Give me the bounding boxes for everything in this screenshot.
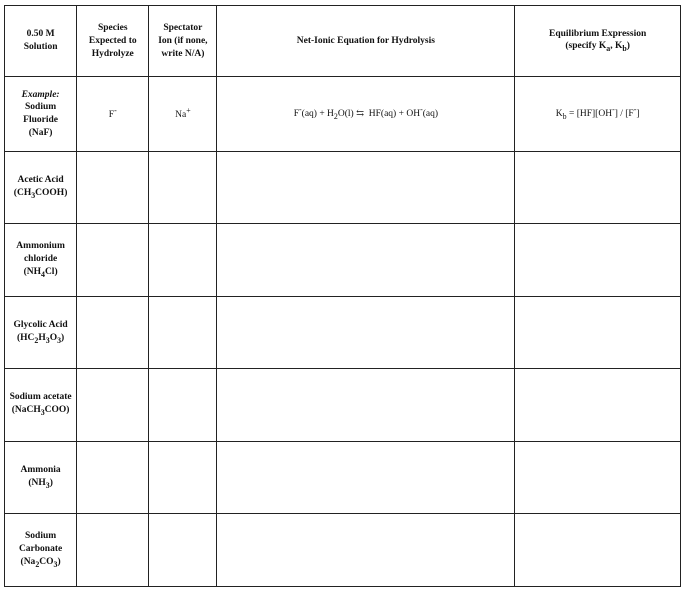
spectator-input-cell[interactable] xyxy=(149,369,217,441)
equation-input-cell[interactable] xyxy=(217,441,515,513)
table-row xyxy=(5,369,681,441)
expression-input-cell[interactable] xyxy=(515,151,681,223)
solution-cell: Ammonia $(NH_3)$ xyxy=(5,441,77,513)
table-row xyxy=(5,296,681,368)
species-input-cell[interactable] xyxy=(77,514,149,587)
solution-cell: Sodium acetate (NaCH$_3$COO) xyxy=(5,369,77,441)
equation-input-cell[interactable] xyxy=(217,369,515,441)
table-row xyxy=(5,441,681,513)
species-input-cell[interactable] xyxy=(77,296,149,368)
example-expression-cell: $K_b = [HF][OH^-] / [F^-]$ xyxy=(515,77,681,152)
expression-input-cell[interactable] xyxy=(515,296,681,368)
header-spectator: Spectator Ion (if none, write N/A) xyxy=(149,6,217,77)
solution-cell: Sodium Carbonate $(Na_2CO_3)$ xyxy=(5,514,77,587)
spectator-input-cell[interactable] xyxy=(149,441,217,513)
example-spectator-cell: Na+ xyxy=(149,77,217,152)
expression-input-cell[interactable] xyxy=(515,369,681,441)
header-equation: Net-Ionic Equation for Hydrolysis xyxy=(217,6,515,77)
table-row xyxy=(5,514,681,587)
spectator-input-cell[interactable] xyxy=(149,151,217,223)
solution-cell: Acetic Acid $(CH_3COOH)$ xyxy=(5,151,77,223)
example-label: Example: xyxy=(21,89,60,100)
equation-input-cell[interactable] xyxy=(217,224,515,296)
header-row xyxy=(5,6,681,77)
hydrolysis-worksheet-table xyxy=(4,5,681,587)
header-solution: 0.50 M Solution xyxy=(5,6,77,77)
species-input-cell[interactable] xyxy=(77,151,149,223)
example-solution-cell: Example: Sodium Fluoride (NaF) xyxy=(5,77,77,152)
species-input-cell[interactable] xyxy=(77,224,149,296)
example-species-cell: F- xyxy=(77,77,149,152)
header-species: Species Expected to Hydrolyze xyxy=(77,6,149,77)
expression-input-cell[interactable] xyxy=(515,514,681,587)
table-row xyxy=(5,151,681,223)
solution-cell: Ammonium chloride $(NH_4Cl)$ xyxy=(5,224,77,296)
expression-input-cell[interactable] xyxy=(515,441,681,513)
equation-input-cell[interactable] xyxy=(217,151,515,223)
spectator-input-cell[interactable] xyxy=(149,224,217,296)
species-input-cell[interactable] xyxy=(77,441,149,513)
example-row xyxy=(5,77,681,152)
species-input-cell[interactable] xyxy=(77,369,149,441)
equation-input-cell[interactable] xyxy=(217,296,515,368)
expression-input-cell[interactable] xyxy=(515,224,681,296)
equation-input-cell[interactable] xyxy=(217,514,515,587)
spectator-input-cell[interactable] xyxy=(149,514,217,587)
spectator-input-cell[interactable] xyxy=(149,296,217,368)
table-row xyxy=(5,224,681,296)
solution-cell: Glycolic Acid $(HC_2H_3O_3)$ xyxy=(5,296,77,368)
example-equation-cell: $F^-(aq) + H_2O(l)$ ⇆ HF(aq) + OH-(aq) xyxy=(217,77,515,152)
header-expression: Equilibrium Expression (specify $K_a$, $K_b$) xyxy=(515,6,681,77)
